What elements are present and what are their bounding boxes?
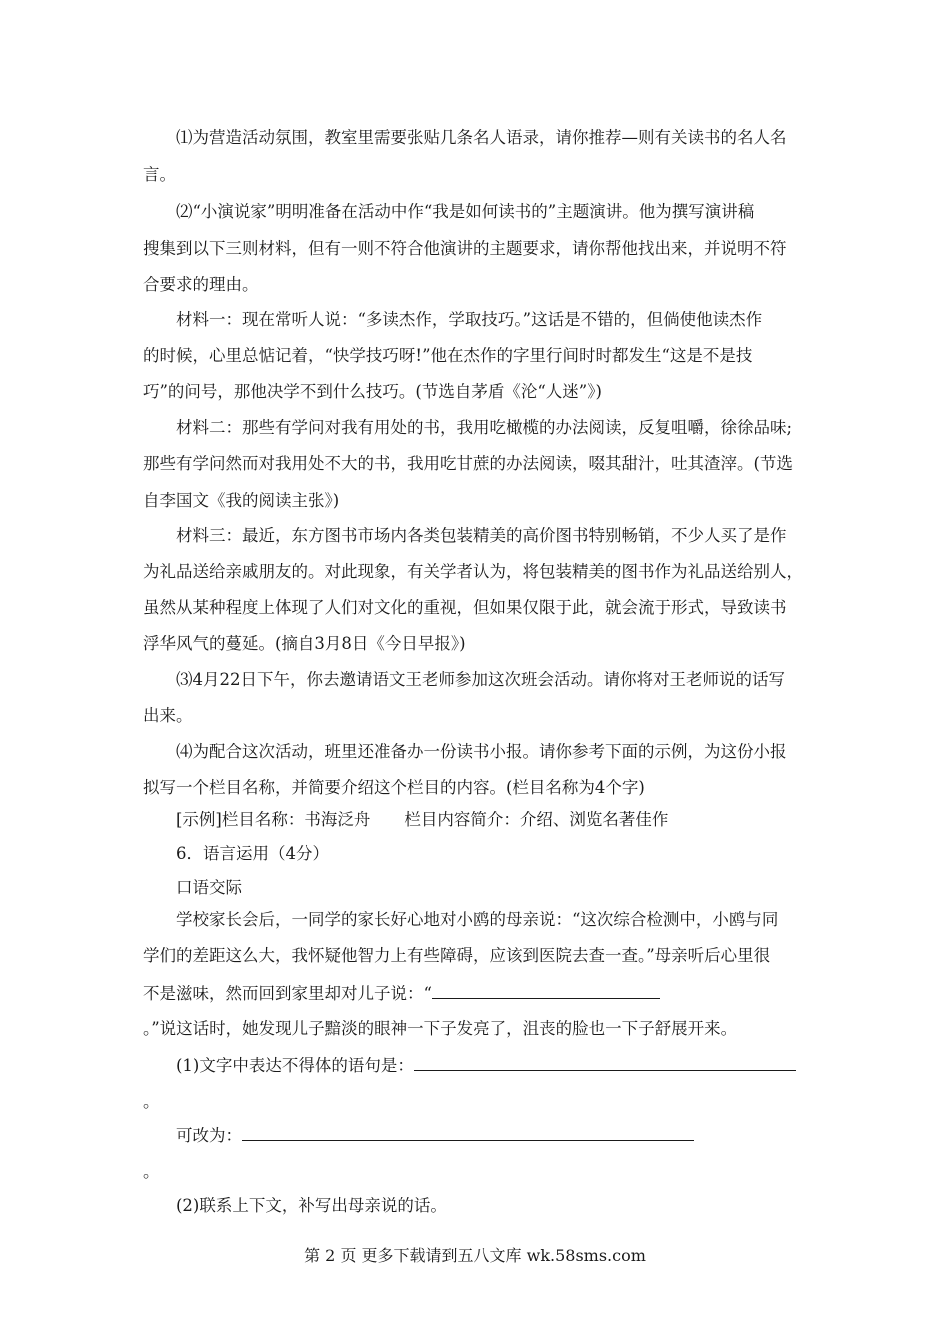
passage-text: 不是滋味，然而回到家里却对儿子说：“ bbox=[143, 984, 432, 1003]
q2-line: ⑵“小演说家”明明准备在活动中作“我是如何读书的”主题演讲。他为撰写演讲稿 bbox=[176, 202, 755, 221]
answer-blank[interactable] bbox=[242, 1123, 694, 1141]
fix-prompt: 可改为： bbox=[176, 1126, 242, 1145]
sub-question-1-fix bbox=[176, 1123, 694, 1148]
page-footer: 第 2 页 更多下载请到五八文库 wk.58sms.com bbox=[304, 1246, 646, 1265]
sub-question-1-end: 。 bbox=[143, 1092, 160, 1111]
q3-line: ⑶4月22日下午，你去邀请语文王老师参加这次班会活动。请你将对王老师说的话写 bbox=[176, 670, 785, 689]
material-3-line: 材料三：最近，东方图书市场内各类包装精美的高价图书特别畅销，不少人买了是作 bbox=[176, 526, 787, 545]
sub-question-1-prompt: (1)文字中表达不得体的语句是： bbox=[176, 1056, 414, 1075]
q4-line: 拟写一个栏目名称，并简要介绍这个栏目的内容。(栏目名称为4个字) bbox=[143, 778, 645, 797]
section-6-subtitle: 口语交际 bbox=[176, 878, 242, 897]
passage-line: 。”说这话时，她发现儿子黯淡的眼神一下子发亮了，沮丧的脸也一下子舒展开来。 bbox=[143, 1019, 738, 1038]
passage-line: 学校家长会后，一同学的家长好心地对小鸥的母亲说：“这次综合检测中，小鸥与同 bbox=[176, 910, 779, 929]
q1-line: ⑴为营造活动氛围，教室里需要张贴几条名人语录，请你推荐—则有关读书的名人名 bbox=[176, 128, 787, 147]
q4-line: ⑷为配合这次活动，班里还准备办一份读书小报。请你参考下面的示例，为这份小报 bbox=[176, 742, 787, 761]
q3-line: 出来。 bbox=[143, 706, 193, 725]
passage-line: 学们的差距这么大，我怀疑他智力上有些障碍，应该到医院去查一查。”母亲听后心里很 bbox=[143, 946, 771, 965]
q1-line: 言。 bbox=[143, 165, 176, 184]
material-2-line: 自李国文《我的阅读主张》) bbox=[143, 491, 340, 510]
material-1-line: 材料一：现在常听人说：“多读杰作，学取技巧。”这话是不错的，但倘使他读杰作 bbox=[176, 310, 763, 329]
example-column-intro: 栏目内容简介：介绍、浏览名著佳作 bbox=[404, 810, 669, 829]
answer-blank[interactable] bbox=[432, 981, 660, 999]
sub-question-1-fix-end: 。 bbox=[143, 1162, 160, 1181]
answer-blank[interactable] bbox=[414, 1053, 796, 1071]
section-6-title: 6．语言运用（4分） bbox=[176, 844, 329, 863]
sub-question-2: (2)联系上下文，补写出母亲说的话。 bbox=[176, 1196, 447, 1215]
material-2-line: 那些有学问然而对我用处不大的书，我用吃甘蔗的办法阅读，啜其甜汁，吐其渣滓。(节选 bbox=[143, 454, 793, 473]
material-3-line: 为礼品送给亲戚朋友的。对此现象，有关学者认为，将包装精美的图书作为礼品送给别人， bbox=[143, 562, 803, 581]
material-1-line: 的时候，心里总惦记着，“快学技巧呀!”他在杰作的字里行间时时都发生“这是不是技 bbox=[143, 346, 753, 365]
passage-line bbox=[143, 981, 660, 1006]
example-column-name: [示例]栏目名称：书海泛舟 bbox=[176, 810, 371, 829]
material-2-line: 材料二：那些有学问对我有用处的书，我用吃橄榄的办法阅读，反复咀嚼，徐徐品味; bbox=[176, 418, 793, 437]
material-1-line: 巧”的问号，那他决学不到什么技巧。(节选自茅盾《沦“人迷”》) bbox=[143, 382, 602, 401]
material-3-line: 浮华风气的蔓延。(摘自3月8日《今日早报》) bbox=[143, 634, 466, 653]
material-3-line: 虽然从某种程度上体现了人们对文化的重视，但如果仅限于此，就会流于形式，导致读书 bbox=[143, 598, 787, 617]
sub-question-1 bbox=[176, 1053, 796, 1078]
q2-line: 搜集到以下三则材料，但有一则不符合他演讲的主题要求，请你帮他找出来，并说明不符 bbox=[143, 239, 787, 258]
q2-line: 合要求的理由。 bbox=[143, 275, 259, 294]
example-line bbox=[176, 808, 668, 832]
